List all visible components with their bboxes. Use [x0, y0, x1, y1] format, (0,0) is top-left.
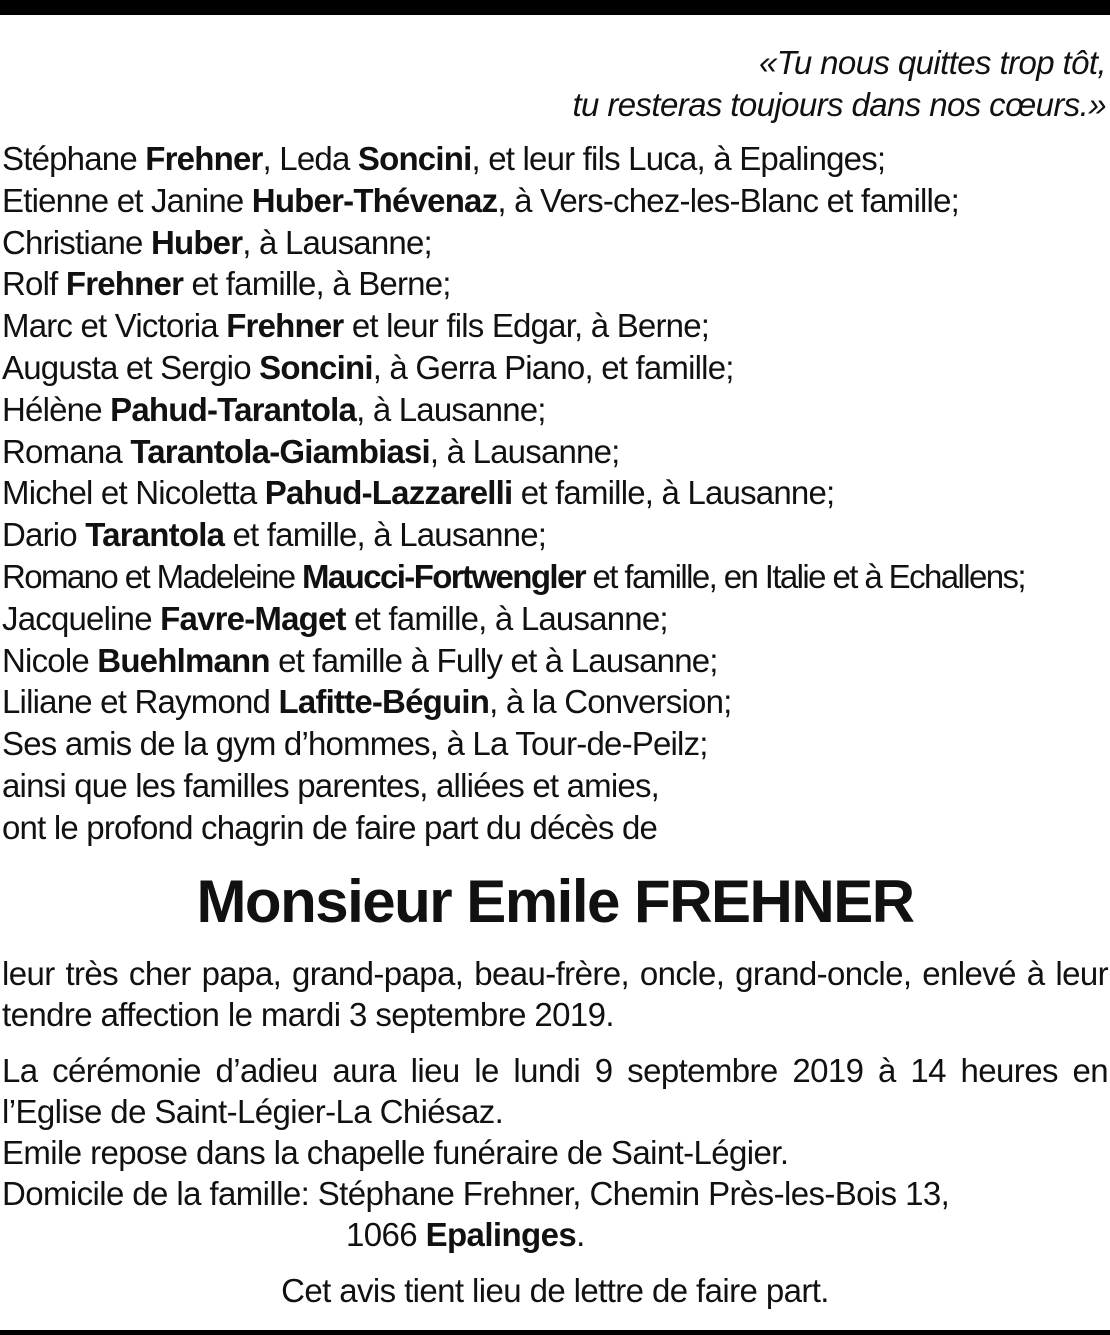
mourner-line: Jacqueline Favre-Maget et famille, à Lausanne;	[2, 599, 668, 637]
mourner-line: Stéphane Frehner, Leda Soncini, et leur fils Luca, à Epalinges;	[2, 140, 886, 177]
domicile-line: Domicile de la famille: Stéphane Frehner, Chemin Près-les-Bois 13,	[2, 1175, 950, 1212]
mourners-list	[2, 138, 1108, 849]
mourner-line: Michel et Nicoletta Pahud-Lazzarelli et famille, à Lausanne;	[2, 474, 835, 512]
mourner-line: Dario Tarantola et famille, à Lausanne;	[2, 516, 547, 554]
mourner-surname: Tarantola	[85, 516, 225, 554]
mourner-surname: Favre-Maget	[160, 599, 346, 637]
mourner-surname: Soncini	[357, 140, 472, 177]
ceremony-paragraph: La cérémonie d’adieu aura lieu le lundi 9 septembre 2019 à 14 heures en l’Eglise de Saint-Légier-La Chiésaz.	[2, 1052, 1108, 1130]
top-rule	[0, 0, 1110, 15]
families-line: ainsi que les familles parentes, alliées et amies,	[2, 766, 660, 804]
mourner-line: Christiane Huber, à Lausanne;	[2, 223, 432, 261]
mourner-line: Romana Tarantola-Giambiasi, à Lausanne;	[2, 432, 620, 470]
mourner-surname: Buehlmann	[97, 641, 270, 679]
deceased-name: Monsieur Emile FREHNER	[196, 868, 914, 935]
domicile-city-line: 1066 Epalinges.	[346, 1216, 585, 1253]
mourner-line: Hélène Pahud-Tarantola, à Lausanne;	[2, 390, 546, 428]
mourner-surname: Pahud-Lazzarelli	[264, 474, 513, 512]
friends-line: Ses amis de la gym d’hommes, à La Tour-de-Peilz;	[2, 725, 708, 763]
postal-code: 1066	[346, 1216, 426, 1253]
mourner-surname: Frehner	[145, 140, 263, 177]
mourner-surname: Frehner	[226, 307, 344, 345]
mourner-surname: Frehner	[65, 265, 184, 303]
mourner-surname: Tarantola-Giambiasi	[130, 432, 430, 470]
mourner-surname: Lafitte-Béguin	[278, 683, 490, 721]
mourner-surname: Huber-Thévenaz	[251, 181, 498, 219]
quote-line-2: tu resteras toujours dans nos cœurs.»	[572, 86, 1106, 123]
mourner-line: Etienne et Janine Huber-Thévenaz, à Vers-chez-les-Blanc et famille;	[2, 181, 960, 219]
mourner-line: Liliane et Raymond Lafitte-Béguin, à la Conversion;	[2, 683, 732, 721]
city-name: Epalinges	[425, 1216, 577, 1253]
quote-line-1: «Tu nous quittes trop tôt,	[759, 44, 1106, 81]
mourner-line: Rolf Frehner et famille, à Berne;	[2, 265, 451, 303]
mourner-line: Marc et Victoria Frehner et leur fils Edgar, à Berne;	[2, 307, 710, 345]
tribute-paragraph: leur très cher papa, grand-papa, beau-frère, oncle, grand-oncle, enlevé à leur tendre affection le mardi 3 septembre 2019.	[2, 955, 1108, 1033]
epitaph-quote	[572, 42, 1106, 126]
mourner-line: Nicole Buehlmann et famille à Fully et à Lausanne;	[2, 641, 718, 679]
bottom-rule	[0, 1330, 1110, 1335]
repose-line: Emile repose dans la chapelle funéraire de Saint-Légier.	[2, 1134, 789, 1171]
mourner-line: Augusta et Sergio Soncini, à Gerra Piano, et famille;	[2, 348, 734, 386]
mourner-surname: Huber	[150, 223, 243, 261]
closing-line: Cet avis tient lieu de lettre de faire part.	[281, 1272, 829, 1309]
mourner-line: Romano et Madeleine Maucci-Fortwengler et famille, en Italie et à Echallens;	[2, 557, 1025, 595]
mourner-surname: Soncini	[259, 348, 373, 386]
mourner-surname: Maucci-Fortwengler	[302, 557, 585, 595]
mourner-surname: Pahud-Tarantola	[110, 390, 357, 428]
announcement-line: ont le profond chagrin de faire part du décès de	[2, 808, 658, 846]
